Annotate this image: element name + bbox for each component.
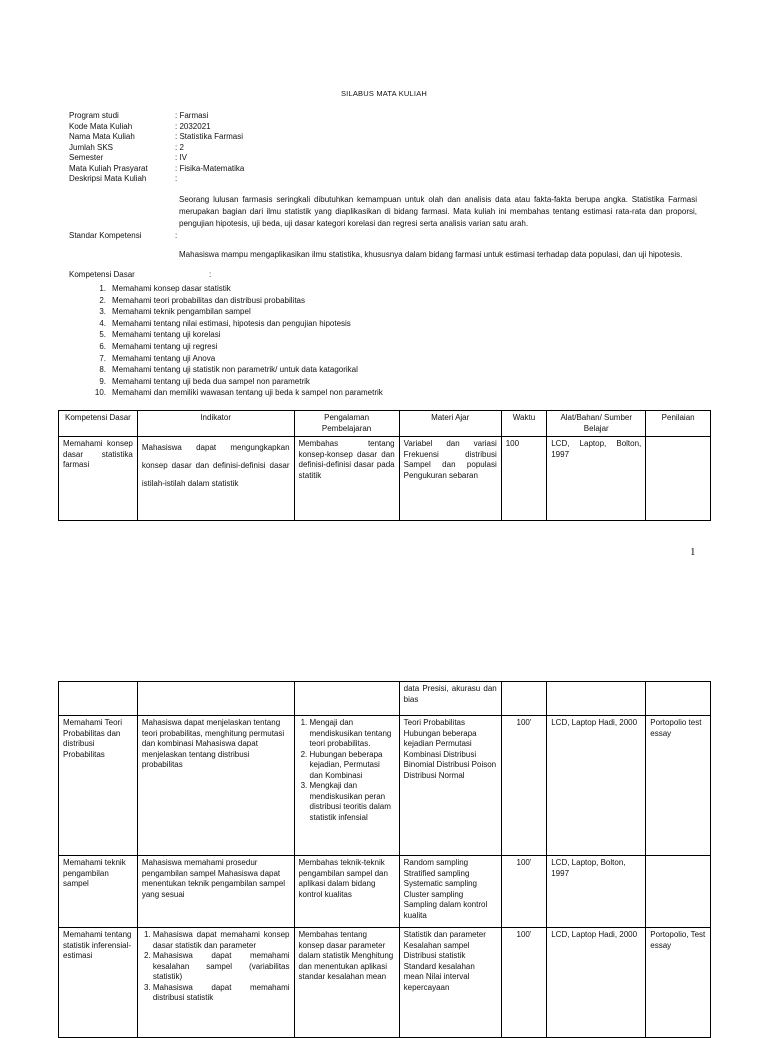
- list-item: 4. Memahami tentang nilai estimasi, hipotesis dan pengujian hipotesis: [99, 318, 351, 328]
- standar-kompetensi-label: Standar Kompetensi: [69, 231, 142, 240]
- cell-indikator: Mahasiswa memahami prosedur pengambilan sampel Mahasiswa dapat menentukan teknik pengambilan sampel yang sesuai: [137, 856, 294, 928]
- cell-waktu: 100': [501, 928, 546, 1038]
- list-item: 3. Memahami teknik pengambilan sampel: [99, 307, 251, 317]
- cell-alat: LCD, Laptop Hadi, 2000: [547, 928, 646, 1038]
- kompetensi-dasar-list: [84, 283, 383, 399]
- cell-pengalaman: Membahas tentang konsep-konsep dasar dan definisi-definisi dasar pada statitik: [294, 437, 399, 521]
- col-materi: Materi Ajar: [399, 411, 501, 437]
- cell-materi: Variabel dan variasi Frekuensi distribusi Sampel dan populasi Pengukuran sebaran: [399, 437, 501, 521]
- list-item: 6. Memahami tentang uji regresi: [99, 341, 218, 351]
- cell-alat: LCD, Laptop, Bolton, 1997: [547, 856, 646, 928]
- cell-alat: LCD, Laptop, Bolton, 1997: [547, 437, 646, 521]
- cell-penilaian: Portopolio test essay: [646, 716, 711, 856]
- kompetensi-dasar-colon: :: [209, 270, 212, 279]
- list-item: 2. Hubungan beberapa kejadian, Permutasi dan Kombinasi: [310, 750, 395, 782]
- cell-materi: data Presisi, akurasu dan bias: [399, 682, 501, 716]
- list-item: 1. Mengaji dan mendiskusikan tentang teori probabilitas.: [310, 718, 395, 750]
- list-item: 1. Mahasiswa dapat memahami konsep dasar statistik dan parameter: [153, 930, 290, 951]
- course-info: [69, 111, 244, 185]
- info-row: [69, 111, 244, 122]
- info-label: Kode Mata Kuliah: [69, 121, 133, 131]
- list-item: 3. Mengkaji dan mendiskusikan peran distribusi teoritis dalam statistik infensial: [310, 781, 395, 823]
- table-header-row: [59, 411, 711, 437]
- info-value: : Farmasi: [175, 111, 209, 120]
- info-value: : Statistika Farmasi: [175, 132, 244, 141]
- cell-pengalaman: Membahas teknik-teknik pengambilan sampel dan aplikasi dalam bidang kontrol kualitas: [294, 856, 399, 928]
- page-number: 1: [690, 546, 696, 558]
- cell-kd: Memahami teknik pengambilan sampel: [59, 856, 138, 928]
- list-item: 1. Memahami konsep dasar statistik: [99, 284, 231, 293]
- cell-materi: Teori Probabilitas Hubungan beberapa kejadian Permutasi Kombinasi Distribusi Binomial Distribusi Poison Distribusi Normal: [399, 716, 501, 856]
- document-title: SILABUS MATA KULIAH: [340, 89, 428, 98]
- info-value: : 2032021: [175, 121, 211, 131]
- col-indikator: Indikator: [137, 411, 294, 437]
- table-row: [59, 856, 711, 928]
- cell-kd: Memahami konsep dasar statistika farmasi: [59, 437, 138, 521]
- cell-indikator: Mahasiswa dapat mengungkapkan konsep dasar dan definisi-definisi dasar istilah-istilah dalam statistik: [137, 437, 294, 521]
- info-label: Mata Kuliah Prasyarat: [69, 163, 148, 173]
- list-item: 5. Memahami tentang uji korelasi: [99, 330, 221, 340]
- cell-penilaian: [646, 437, 711, 521]
- cell-kd: Memahami tentang statistik inferensial-estimasi: [59, 928, 138, 1038]
- cell-alat: LCD, Laptop Hadi, 2000: [547, 716, 646, 856]
- cell-materi: Statistik dan parameter Kesalahan sampel Distribusi statistik Standard kesalahan mean Nilai interval kepercayaan: [399, 928, 501, 1038]
- list-item: 2. Mahasiswa dapat memahami kesalahan sampel (variabilitas statistik): [153, 951, 290, 983]
- table-row: [59, 928, 711, 1038]
- syllabus-table-page2: [58, 681, 711, 1038]
- list-item: 3. Mahasiswa dapat memahami distribusi statistik: [153, 983, 290, 1004]
- kompetensi-dasar-label: Kompetensi Dasar: [69, 270, 135, 279]
- cell-pengalaman: [294, 716, 399, 856]
- info-row: [69, 122, 244, 133]
- info-value: : IV: [175, 153, 188, 162]
- info-row: [69, 132, 244, 143]
- table-row: [59, 716, 711, 856]
- list-item: 8. Memahami tentang uji statistik non parametrik/ untuk data katagorikal: [99, 365, 358, 375]
- cell-pengalaman: Membahas tentang konsep dasar parameter dalam statistik Menghitung dan menentukan aplikasi standar kesalahan mean: [294, 928, 399, 1038]
- info-label: Program studi: [69, 111, 119, 120]
- info-row: [69, 174, 244, 185]
- col-waktu: Waktu: [501, 411, 546, 437]
- info-value: :: [175, 174, 178, 183]
- table-row: [59, 437, 711, 521]
- cell-penilaian: [646, 856, 711, 928]
- list-item: 7. Memahami tentang uji Anova: [99, 353, 216, 363]
- col-alat: Alat/Bahan/ Sumber Belajar: [547, 411, 646, 437]
- standar-kompetensi-text: Mahasiswa mampu mengaplikasikan ilmu statistika, khususnya dalam bidang farmasi untuk estimasi terhadap data populasi, dan uji hipotesis.: [179, 250, 683, 259]
- col-pengalaman: Pengalaman Pembelajaran: [294, 411, 399, 437]
- cell-indikator: [137, 928, 294, 1038]
- cell-penilaian: Portopolio, Test essay: [646, 928, 711, 1038]
- info-row: [69, 143, 244, 154]
- list-item: 9. Memahami tentang uji beda dua sampel non parametrik: [99, 376, 310, 386]
- cell-waktu: 100': [501, 856, 546, 928]
- info-label: Nama Mata Kuliah: [69, 132, 135, 141]
- cell-waktu: 100: [501, 437, 546, 521]
- cell-waktu: 100': [501, 716, 546, 856]
- course-description: Seorang lulusan farmasis seringkali dibutuhkan kemampuan untuk olah dan analisis data atau fakta-fakta berupa angka. Statistika Farmasi merupakan bagian dari ilmu statistik yang diaplikasikan di bidang farmasi. Mata kuliah ini membahas tentang estimasi rata-rata dan proporsi, pengujian hipotesis, uji beda, uji dasar kategori korelasi dan regresi serta analisis varian satu arah.: [179, 195, 697, 228]
- info-row: [69, 164, 244, 175]
- info-label: Semester: [69, 153, 104, 162]
- info-label: Deskripsi Mata Kuliah: [69, 174, 147, 183]
- standar-kompetensi-colon: :: [175, 231, 178, 240]
- cell-materi: Random sampling Stratified sampling Systematic sampling Cluster sampling Sampling dalam kontrol kualita: [399, 856, 501, 928]
- list-item: 2. Memahami teori probabilitas dan distribusi probabilitas: [99, 295, 305, 305]
- col-penilaian: Penilaian: [646, 411, 711, 437]
- cell-indikator: Mahasiswa dapat menjelaskan tentang teori probabilitas, menghitung permutasi dan kombinasi Mahasiswa dapat menjelaskan tentang distribusi probabilitas: [137, 716, 294, 856]
- cell-kd: Memahami Teori Probabilitas dan distribusi Probabilitas: [59, 716, 138, 856]
- list-item: 10. Memahami dan memiliki wawasan tentang uji beda k sampel non parametrik: [94, 388, 383, 398]
- table-row: [59, 682, 711, 716]
- col-kompetensi-dasar: Kompetensi Dasar: [59, 411, 138, 437]
- info-row: [69, 153, 244, 164]
- info-value: : 2: [175, 142, 184, 152]
- info-label: Jumlah SKS: [69, 142, 114, 152]
- info-value: : Fisika-Matematika: [175, 163, 245, 173]
- syllabus-table-page1: [58, 410, 711, 521]
